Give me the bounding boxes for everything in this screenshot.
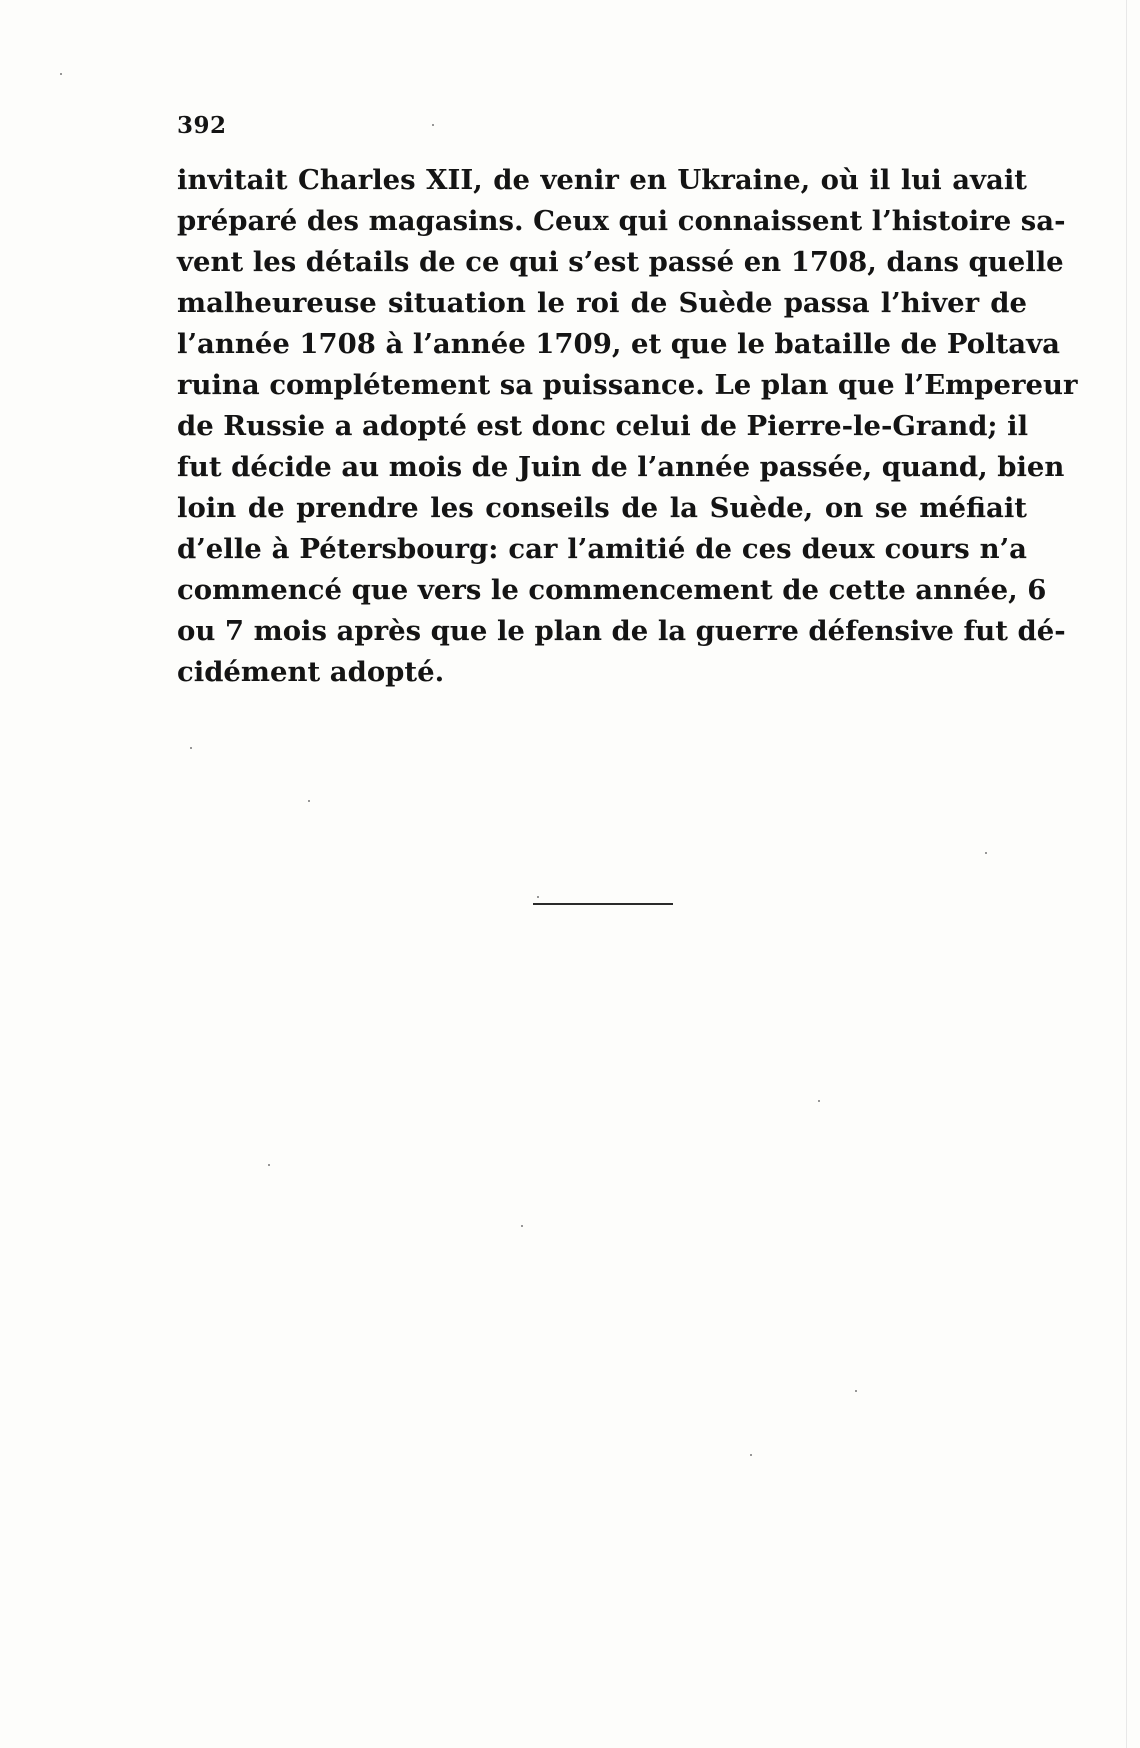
text-line: ruina complétement sa puissance. Le plan que l’Empereur — [177, 369, 1078, 401]
text-line: vent les détails de ce qui s’est passé en 1708, dans quelle — [177, 246, 1064, 278]
scan-speck — [432, 124, 434, 126]
text-line: commencé que vers le commencement de cette année, 6 — [177, 574, 1047, 606]
text-line: ou 7 mois après que le plan de la guerre défensive fut dé- — [177, 615, 1066, 647]
text-line: cidément adopté. — [177, 656, 445, 688]
text-line: loin de prendre les conseils de la Suède, on se méfiait — [177, 492, 1027, 524]
body-paragraph — [177, 160, 1078, 693]
scan-speck — [750, 1454, 752, 1456]
scan-speck — [60, 73, 62, 75]
text-line: invitait Charles XII, de venir en Ukraine, où il lui avait — [177, 164, 1027, 196]
page-number: 392 — [177, 112, 227, 139]
scan-speck — [521, 1225, 523, 1227]
text-line: d’elle à Pétersbourg: car l’amitié de ces deux cours n’a — [177, 533, 1027, 565]
text-line: malheureuse situation le roi de Suède passa l’hiver de — [177, 287, 1027, 319]
scan-speck — [985, 852, 987, 854]
text-line: de Russie a adopté est donc celui de Pierre-le-Grand; il — [177, 410, 1029, 442]
scan-speck — [190, 747, 192, 749]
text-line: l’année 1708 à l’année 1709, et que le bataille de Poltava — [177, 328, 1060, 360]
scan-speck — [537, 896, 539, 898]
section-end-rule — [533, 903, 673, 905]
scan-edge — [1126, 0, 1127, 1748]
scan-speck — [818, 1100, 820, 1102]
text-line: fut décide au mois de Juin de l’année passée, quand, bien — [177, 451, 1065, 483]
text-line: préparé des magasins. Ceux qui connaissent l’histoire sa- — [177, 205, 1066, 237]
scan-speck — [855, 1390, 857, 1392]
scan-speck — [308, 800, 310, 802]
scan-speck — [268, 1164, 270, 1166]
